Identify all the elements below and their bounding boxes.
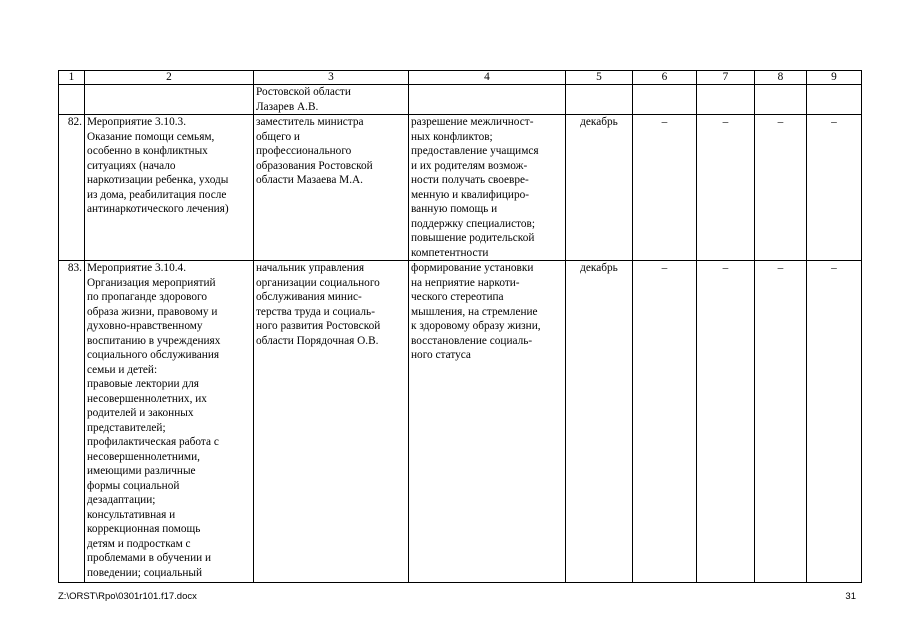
- column-number: 8: [755, 71, 807, 85]
- cell-empty: [697, 85, 755, 115]
- cell-empty: [409, 85, 566, 115]
- column-number: 7: [697, 71, 755, 85]
- value-cell: –: [697, 261, 755, 583]
- column-number: 3: [254, 71, 409, 85]
- continuation-row: [59, 85, 862, 115]
- event-description: Мероприятие 3.10.3. Оказание помощи семьям, особенно в конфликтных ситуациях (начало наркотизации ребенка, уходы из дома, реабилитация после антинаркотического лечения): [85, 115, 254, 261]
- measures-table: [58, 70, 862, 583]
- expected-result: разрешение межличност- ных конфликтов; предоставление учащимся и их родителям возмож- ности получать своевре- менную и квалифициро- ванную помощь и поддержку специалистов; повышение родительской компетентности: [409, 115, 566, 261]
- value-cell: –: [807, 115, 862, 261]
- cell-empty: [59, 85, 85, 115]
- responsible-person: заместитель министра общего и профессионального образования Ростовской области Мазаева М.А.: [254, 115, 409, 261]
- value-cell: –: [633, 115, 697, 261]
- cell-empty: [755, 85, 807, 115]
- responsible-continued: Ростовской области Лазарев А.В.: [254, 85, 409, 115]
- value-cell: –: [697, 115, 755, 261]
- deadline: декабрь: [566, 115, 633, 261]
- column-number: 1: [59, 71, 85, 85]
- column-number: 4: [409, 71, 566, 85]
- cell-empty: [633, 85, 697, 115]
- cell-empty: [566, 85, 633, 115]
- column-number: 9: [807, 71, 862, 85]
- footer-page-number: 31: [845, 591, 856, 602]
- column-number: 2: [85, 71, 254, 85]
- footer-file-path: Z:\ORST\Rpo\0301r101.f17.docx: [58, 591, 197, 602]
- responsible-person: начальник управления организации социального обслуживания минис- терства труда и социаль- ного развития Ростовской области Порядочная О.В.: [254, 261, 409, 583]
- column-number: 5: [566, 71, 633, 85]
- row-number: 82.: [59, 115, 85, 261]
- table-row: [59, 261, 862, 583]
- value-cell: –: [633, 261, 697, 583]
- cell-empty: [85, 85, 254, 115]
- value-cell: –: [755, 261, 807, 583]
- column-number: 6: [633, 71, 697, 85]
- row-number: 83.: [59, 261, 85, 583]
- expected-result: формирование установки на неприятие наркоти- ческого стереотипа мышления, на стремление к здоровому образу жизни, восстановление социаль- ного статуса: [409, 261, 566, 583]
- event-description: Мероприятие 3.10.4. Организация мероприятий по пропаганде здорового образа жизни, правовому и духовно-нравственному воспитанию в учреждениях социального обслуживания семьи и детей: правовые лектории для несовершеннолетних, их родителей и законных представителей; профилактическая работа с несовершеннолетними, имеющими различные формы социальной дезадаптации; консультативная и коррекционная помощь детям и подросткам с проблемами в обучении и поведении; социальный: [85, 261, 254, 583]
- deadline: декабрь: [566, 261, 633, 583]
- value-cell: –: [807, 261, 862, 583]
- table-row: [59, 115, 862, 261]
- cell-empty: [807, 85, 862, 115]
- value-cell: –: [755, 115, 807, 261]
- column-number-row: [59, 71, 862, 85]
